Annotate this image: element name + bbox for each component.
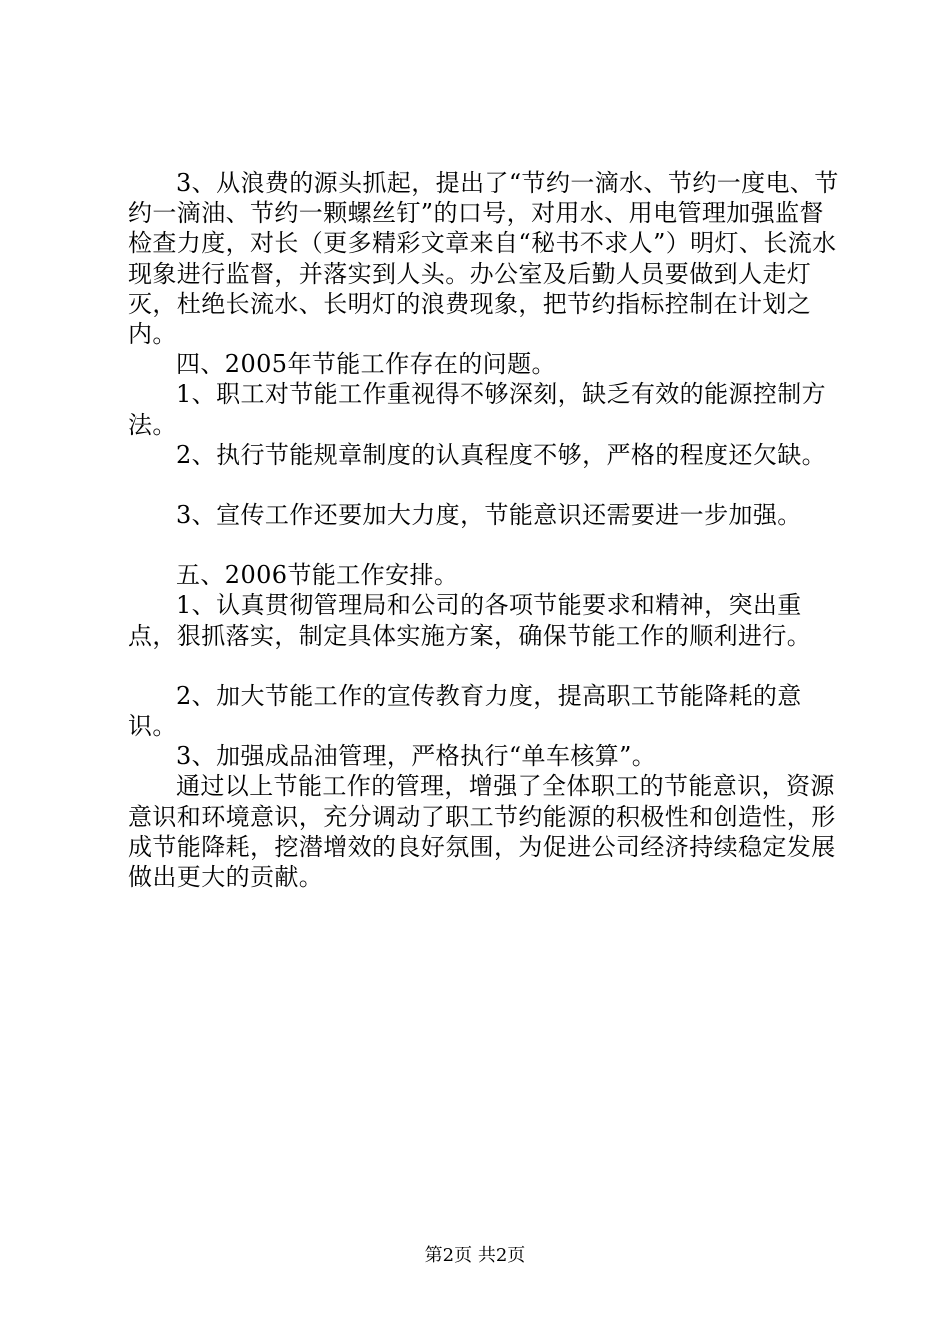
page-number-footer: 第2页 共2页: [424, 1245, 526, 1266]
paragraph-plan-1: 1、认真贯彻管理局和公司的各项节能要求和精神，突出重点，狠抓落实，制定具体实施方案，确保节能工作的顺利进行。: [128, 591, 812, 650]
paragraph-problem-2: 2、执行节能规章制度的认真程度不够，严格的程度还欠缺。: [176, 440, 827, 469]
paragraph-waste-source: 3、从浪费的源头抓起，提出了“节约一滴水、节约一度电、节约一滴油、节约一颗螺丝钉”的口号，对用水、用电管理加强监督检查力度，对长（更多精彩文章来自“秘书不求人”）明灯、长流水现象进行监督，并落实到人头。办公室及后勤人员要做到人走灯灭，杜绝长流水、长明灯的浪费现象，把节约指标控制在计划之内。: [128, 169, 839, 349]
paragraph-plan-3: 3、加强成品油管理，严格执行“单车核算”。: [176, 742, 657, 771]
paragraph-conclusion: 通过以上节能工作的管理，增强了全体职工的节能意识，资源意识和环境意识，充分调动了职工节约能源的积极性和创造性，形成节能降耗，挖潜增效的良好氛围，为促进公司经济持续稳定发展做出更大的贡献。: [128, 772, 836, 892]
paragraph-problem-1: 1、职工对节能工作重视得不够深刻，缺乏有效的能源控制方法。: [128, 380, 827, 439]
heading-2006-plan: 五、2006节能工作安排。: [176, 561, 459, 590]
paragraph-problem-3: 3、宣传工作还要加大力度，节能意识还需要进一步加强。: [176, 501, 802, 530]
heading-2005-problems: 四、2005年节能工作存在的问题。: [176, 350, 556, 379]
document-body: [128, 168, 848, 892]
paragraph-plan-2: 2、加大节能工作的宣传教育力度，提高职工节能降耗的意识。: [128, 681, 802, 741]
